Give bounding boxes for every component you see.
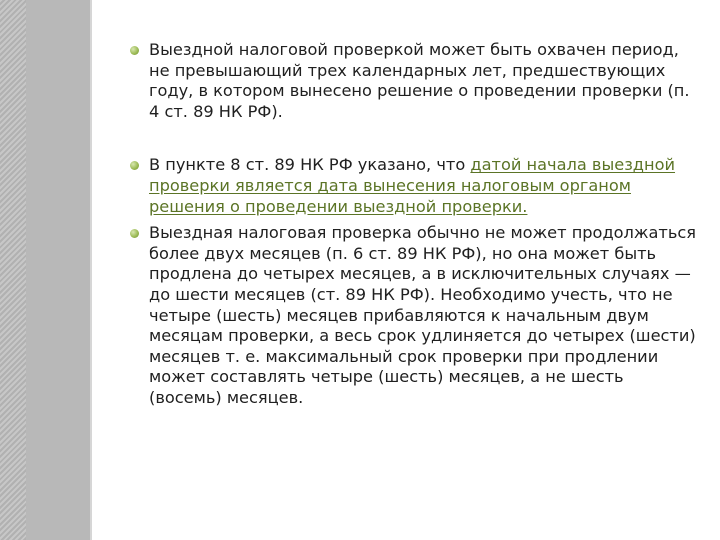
bullet-text: Выездной налоговой проверкой может быть охвачен период, не превышающий трех календарных лет, предшествующих году, в котором вынесено решение о проведении проверки (п. 4 ст. 89 НК РФ).: [149, 40, 690, 121]
list-item: [128, 155, 698, 217]
sidebar-edge: [90, 0, 92, 540]
bullet-text: Выездная налоговая проверка обычно не может продолжаться более двух месяцев (п. 6 ст. 89 НК РФ), но она может быть продлена до четырех месяцев, а в исключительных случаях — до шести месяцев (ст. 89 НК РФ). Необходимо учесть, что не четыре (шесть) месяцев прибавляются к начальным двум месяцам проверки, а весь срок удлиняется до четырех (шести) месяцев т. е. максимальный срок проверки при продлении может составлять четыре (шесть) месяцев, а не шесть (восемь) месяцев.: [149, 223, 697, 407]
slide-content: [128, 40, 698, 409]
inline-link[interactable]: датой начала выездной проверки является дата вынесения налоговым органом решения о проведении выездной проверки.: [149, 155, 676, 216]
bullet-icon: [130, 229, 139, 238]
list-item: [128, 223, 698, 408]
decorative-sidebar: [0, 0, 92, 540]
list-item: [128, 40, 698, 122]
sidebar-stripe-pattern: [0, 0, 26, 540]
bullet-icon: [130, 161, 139, 170]
bullet-text: В пункте 8 ст. 89 НК РФ указано, что: [149, 155, 471, 175]
bullet-icon: [130, 46, 139, 55]
